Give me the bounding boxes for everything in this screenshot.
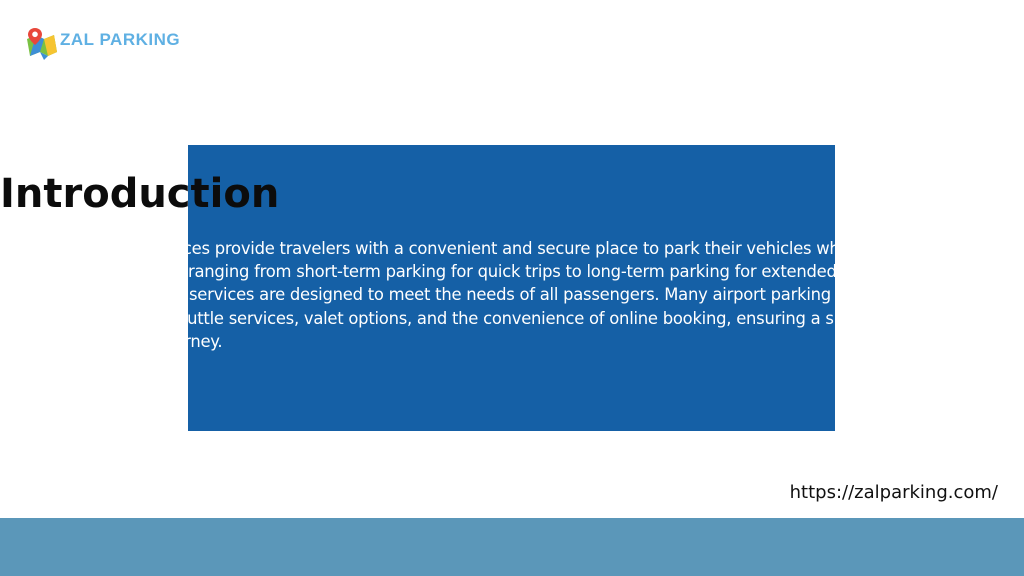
map-pin-logo-icon — [24, 25, 60, 61]
intro-trailing-dot: . — [0, 402, 6, 421]
logo-text: ZAL PARKING — [60, 30, 181, 49]
footer-band — [0, 518, 1024, 576]
website-url[interactable]: https://zalparking.com/ — [789, 482, 998, 503]
intro-body: Airport parking services provide travelers with a convenient and secure place to park their vehicles while they are away. With various options ranging from short-term parking for quick trips to long-term parking for extended vacations or business trips, these services are designed to meet the needs of all passengers. Many airport parking lots also offer amenities such as shuttle services, valet options, and the convenience of online booking, ensuring a smooth and stress-free start to your journey. — [20, 239, 980, 351]
logo[interactable] — [24, 24, 180, 62]
intro-title: Introduction — [0, 171, 280, 217]
